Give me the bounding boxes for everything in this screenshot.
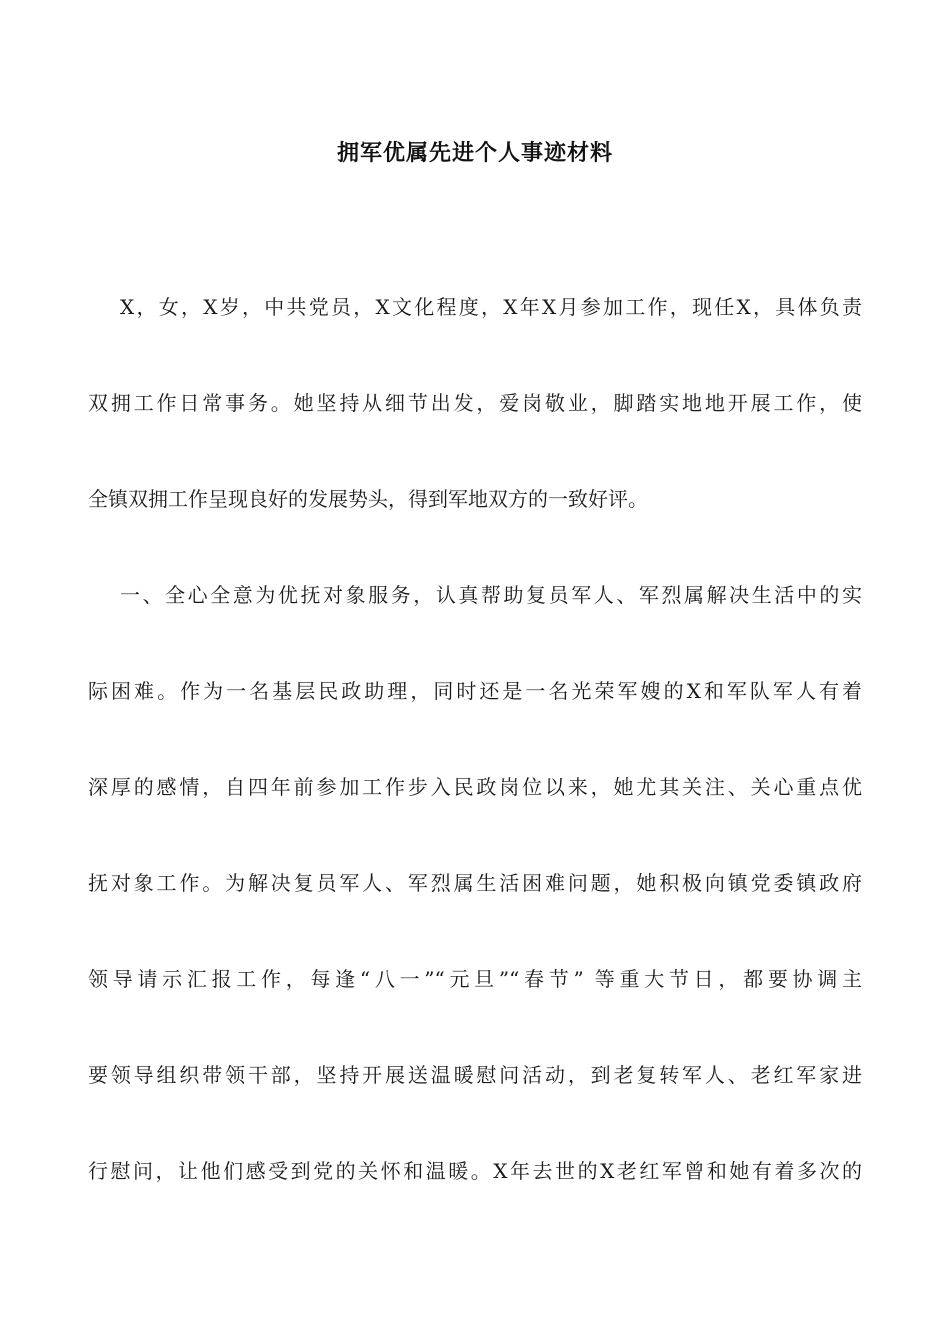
paragraph-line: 行慰问，让他们感受到党的关怀和温暖。X年去世的X老红军曾和她有着多次的 <box>88 1159 862 1183</box>
paragraph-line: 一、全心全意为优抚对象服务，认真帮助复员军人、军烈属解决生活中的实 <box>120 583 862 607</box>
document-title: 拥军优属先进个人事迹材料 <box>336 141 613 166</box>
paragraph-line: 深厚的感情，自四年前参加工作步入民政岗位以来，她尤其关注、关心重点优 <box>88 775 862 799</box>
document-body <box>88 287 862 1247</box>
paragraph-line: 领导请示汇报工作，每逢“八一”“元旦”“春节” 等重大节日，都要协调主 <box>88 967 862 991</box>
paragraph-line: 全镇双拥工作呈现良好的发展势头，得到军地双方的一致好评。 <box>88 487 648 511</box>
paragraph-line: 抚对象工作。为解决复员军人、军烈属生活困难问题，她积极向镇党委镇政府 <box>88 871 862 895</box>
paragraph-line: X，女，X岁，中共党员，X文化程度，X年X月参加工作，现任X，具体负责 <box>120 295 862 319</box>
paragraph-line: 际困难。作为一名基层民政助理，同时还是一名光荣军嫂的X和军队军人有着 <box>88 679 862 703</box>
paragraph-line: 双拥工作日常事务。她坚持从细节出发，爱岗敬业，脚踏实地地开展工作，使 <box>88 391 862 415</box>
paragraph-line: 要领导组织带领干部，坚持开展送温暖慰问活动，到老复转军人、老红军家进 <box>88 1063 862 1087</box>
